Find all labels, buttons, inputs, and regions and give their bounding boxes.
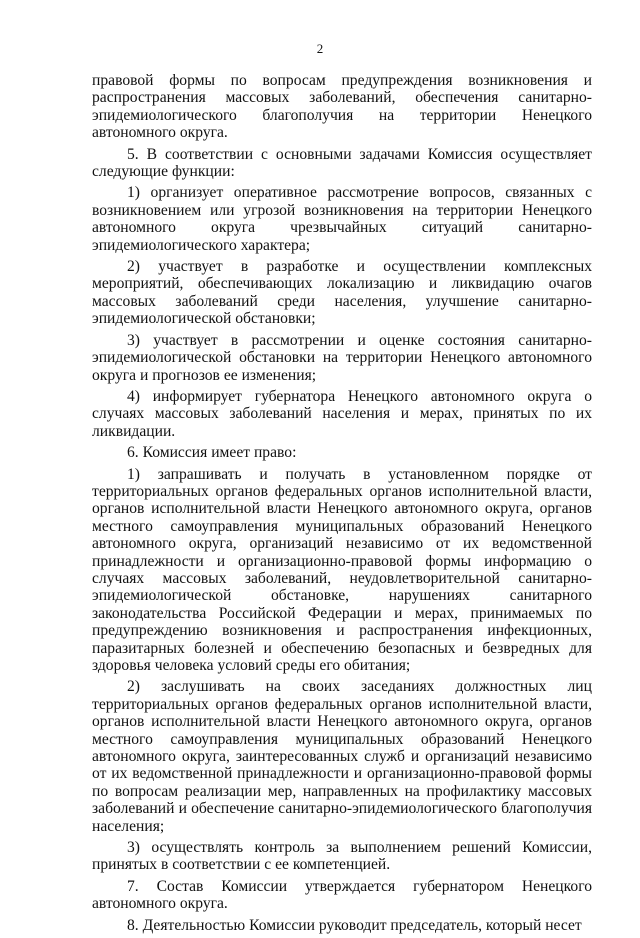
- paragraph-continuation: правовой формы по вопросам предупреждения возникновения и распространения массовых заболеваний, обеспечения санитарно-эпидемиологического благополучия на территории Ненецкого автономного округа.: [92, 72, 592, 142]
- paragraph-clause-6-item-3: 3) осуществлять контроль за выполнением решений Комиссии, принятых в соответствии с ее компетенцией.: [92, 839, 592, 874]
- paragraph-clause-6-item-2: 2) заслушивать на своих заседаниях должностных лиц территориальных органов федеральных органов исполнительной власти, органов исполнительной власти Ненецкого автономного округа, органов местного самоуправления муниципальных образований Ненецкого автономного округа, заинтересованных служб и организаций независимо от их ведомственной принадлежности и организационно-правовой формы по вопросам реализации мер, направленных на профилактику массовых заболеваний и обеспечение санитарно-эпидемиологического благополучия населения;: [92, 678, 592, 835]
- paragraph-clause-6: 6. Комиссия имеет право:: [127, 444, 297, 462]
- paragraph-clause-6-item-1: 1) запрашивать и получать в установленном порядке от территориальных органов федеральных органов исполнительной власти, органов исполнительной власти Ненецкого автономного округа, органов местного самоуправления муниципальных образований Ненецкого автономного округа, организаций независимо от их ведомственной принадлежности и организационно-правовой формы информацию о случаях массовых заболеваний, неудовлетворительной санитарно-эпидемиологической обстановке, нарушениях санитарного законодательства Российской Федерации и мерах, принимаемых по предупреждению возникновения и распространения инфекционных, паразитарных болезней и обеспечению безопасных и безвредных для здоровья человека условий среды его обитания;: [92, 465, 592, 674]
- document-body: [92, 72, 592, 938]
- paragraph-clause-5-item-4: 4) информирует губернатора Ненецкого автономного округа о случаях массовых заболеваний населения и мерах, принятых по их ликвидации.: [92, 387, 592, 440]
- paragraph-clause-5-item-2: 2) участвует в разработке и осуществлении комплексных мероприятий, обеспечивающих локализацию и ликвидацию очагов массовых заболеваний среди населения, улучшение санитарно-эпидемиологической обстановки;: [92, 258, 592, 328]
- paragraph-clause-5-item-3: 3) участвует в рассмотрении и оценке состояния санитарно-эпидемиологической обстановки на территории Ненецкого автономного округа и прогнозов ее изменения;: [92, 331, 592, 384]
- paragraph-clause-8: 8. Деятельностью Комиссии руководит председатель, который несет: [127, 916, 582, 934]
- paragraph-clause-5: 5. В соответствии с основными задачами Комиссия осуществляет следующие функции:: [92, 145, 592, 181]
- paragraph-clause-5-item-1: 1) организует оперативное рассмотрение вопросов, связанных с возникновением или угрозой возникновения на территории Ненецкого автономного округа чрезвычайных ситуаций санитарно-эпидемиологического характера;: [92, 184, 592, 254]
- page-number: 2: [316, 41, 324, 56]
- paragraph-clause-7: 7. Состав Комиссии утверждается губернатором Ненецкого автономного округа.: [92, 877, 592, 913]
